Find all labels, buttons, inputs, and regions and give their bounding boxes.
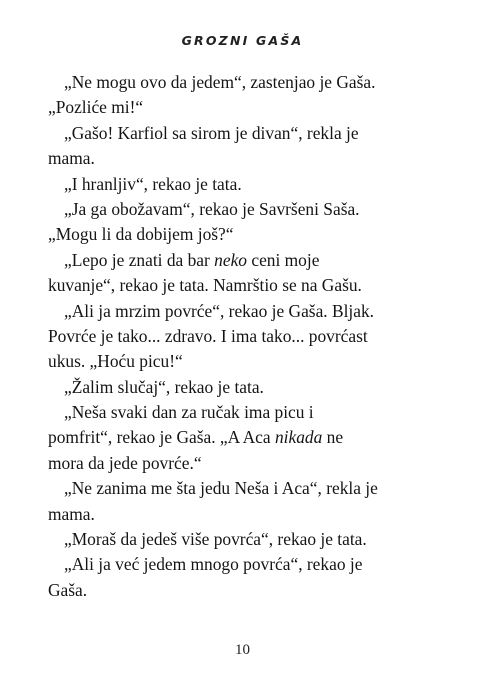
text-line: ukus. „Hoću picu!“ [48,351,183,372]
running-head: GROZNI GAŠA [181,33,304,48]
text-line: „I hranljiv“, rekao je tata. [64,173,242,194]
text-line: Povrće je tako... zdravo. I ima tako... povrćast [48,325,368,346]
text-line: mora da jede povrće.“ [48,452,202,473]
text-line: mama. [48,503,95,524]
text-line: „Ja ga obožavam“, rekao je Savršeni Saša. [64,198,360,219]
text-line: „Gašo! Karfiol sa sirom je divan“, rekla je [64,122,359,143]
text-line: pomfrit“, rekao je Gaša. „A Aca nikada ne [48,427,344,448]
page-number: 10 [235,642,250,658]
emphasis-text: neko [214,249,247,270]
text-line: „Ali ja mrzim povrće“, rekao je Gaša. Bljak. [64,300,375,321]
text-line: „Ne mogu ovo da jedem“, zastenjao je Gaša. [64,72,376,92]
text-line: „Ali ja već jedem mnogo povrća“, rekao je [64,554,363,575]
text-line: „Neša svaki dan za ručak ima picu i [64,402,314,423]
text-line: „Ne zanima me šta jedu Neša i Aca“, rekla je [64,478,378,499]
text-line: „Pozliće mi!“ [48,97,144,118]
text-line: „Žalim slučaj“, rekao je tata. [64,376,264,397]
text-line: „Mogu li da dobijem još?“ [48,224,234,245]
text-line: mama. [48,148,95,169]
emphasis-text: nikada [274,427,323,448]
text-line: „Lepo je znati da bar neko ceni moje [64,249,320,270]
text-line: kuvanje“, rekao je tata. Namrštio se na Gašu. [48,275,362,296]
text-line: Gaša. [48,579,88,600]
body-text [48,70,440,603]
text-line: „Moraš da jedeš više povrća“, rekao je tata. [64,529,367,550]
